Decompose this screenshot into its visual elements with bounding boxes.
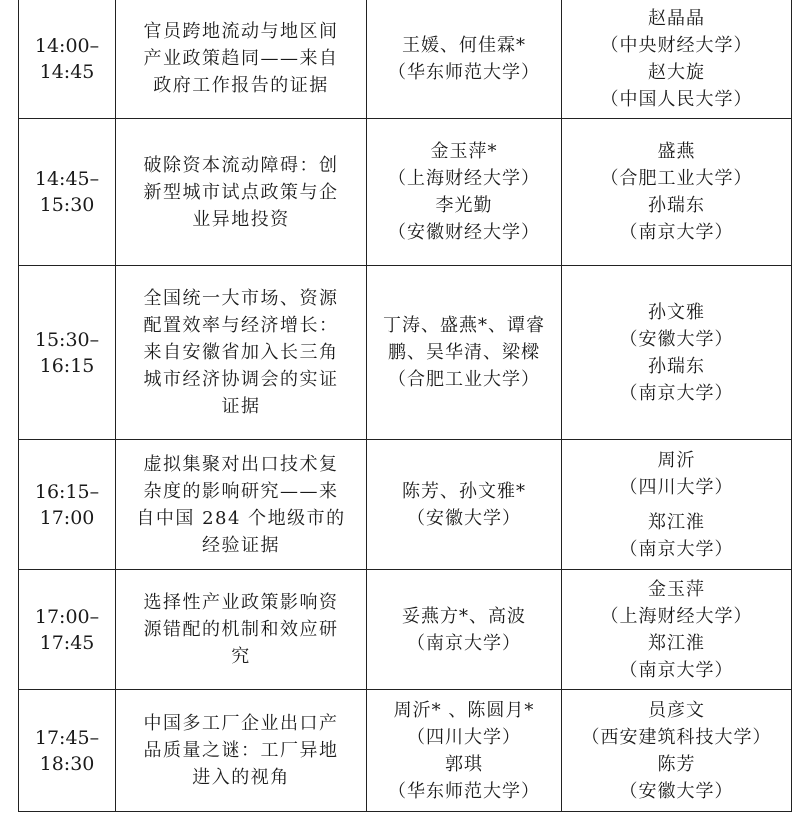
- discussant-line: （四川大学）: [619, 476, 734, 498]
- discussants-cell: [562, 690, 792, 812]
- paper-title-cell: [116, 570, 367, 690]
- paper-title-cell: [116, 0, 367, 119]
- author-line: 王媛、何佳霖*: [402, 34, 526, 56]
- time-end: 17:45: [39, 631, 95, 654]
- discussant-line: 陈芳: [657, 753, 696, 775]
- time-end: 16:15: [39, 354, 95, 377]
- paper-title-cell: [116, 266, 367, 440]
- discussant-line: （西安建筑科技大学）: [581, 726, 772, 748]
- discussant-line: （合肥工业大学）: [600, 168, 753, 189]
- session-row: [19, 0, 792, 119]
- discussant-line: （南京大学）: [619, 222, 734, 243]
- discussant-line: 员彦文: [648, 699, 705, 721]
- discussant-line: 周沂: [657, 449, 696, 471]
- paper-title-line: 杂度的影响研究——来: [143, 480, 339, 502]
- paper-title-line: 中国多工厂企业出口产: [143, 713, 339, 734]
- author-line: （合肥工业大学）: [388, 369, 540, 390]
- authors-cell: [367, 119, 562, 266]
- discussant-line: 郑江淮: [648, 511, 705, 533]
- time-cell: [19, 266, 116, 440]
- time-start: 16:15–: [34, 480, 100, 503]
- paper-title-line: 破除资本流动障碍：创: [143, 154, 339, 176]
- discussant-line: 赵晶晶: [648, 7, 705, 29]
- paper-title-line: 虚拟集聚对出口技术复: [143, 453, 339, 475]
- paper-title-line: 产业政策趋同——来自: [143, 48, 339, 69]
- discussant-line: （上海财经大学）: [600, 605, 753, 627]
- discussant-line: 孙瑞东: [648, 195, 705, 216]
- time-start: 14:45–: [34, 168, 100, 190]
- discussants-cell: [562, 0, 792, 119]
- time-start: 17:00–: [34, 605, 100, 628]
- discussant-line: 郑江淮: [648, 632, 705, 654]
- session-row: [19, 266, 792, 440]
- author-line: 金玉萍*: [430, 141, 498, 162]
- time-start: 15:30–: [34, 328, 100, 351]
- discussant-line: 金玉萍: [648, 578, 705, 600]
- paper-title-line: 政府工作报告的证据: [153, 75, 329, 96]
- paper-title-line: 源错配的机制和效应研: [143, 619, 339, 640]
- authors-cell: [367, 0, 562, 119]
- discussant-line: （南京大学）: [619, 659, 734, 681]
- author-line: （上海财经大学）: [388, 168, 540, 189]
- author-line: 周沂* 、陈圆月*: [393, 699, 535, 721]
- discussant-line: （南京大学）: [619, 382, 734, 404]
- paper-title-cell: [116, 690, 367, 812]
- discussant-line: （中央财经大学）: [600, 34, 753, 56]
- session-row: [19, 690, 792, 812]
- paper-title-line: 自中国 284 个地级市的: [136, 507, 346, 529]
- author-line: 郭琪: [445, 753, 483, 775]
- schedule-table: [18, 0, 792, 812]
- discussants-cell: [562, 440, 792, 570]
- paper-title-cell: [116, 119, 367, 266]
- paper-title-line: 品质量之谜：工厂异地: [143, 740, 339, 761]
- paper-title-line: 进入的视角: [192, 767, 290, 788]
- author-line: 妥燕方*、高波: [402, 605, 526, 627]
- discussant-line: 孙文雅: [648, 301, 705, 323]
- discussant-line: 孙瑞东: [648, 355, 705, 377]
- authors-cell: [367, 266, 562, 440]
- time-start: 14:00–: [34, 34, 100, 57]
- authors-cell: [367, 570, 562, 690]
- paper-title-line: 证据: [221, 396, 261, 417]
- author-line: 鹏、吴华清、梁樑: [388, 342, 540, 363]
- authors-cell: [367, 440, 562, 570]
- paper-title-line: 选择性产业政策影响资: [143, 592, 339, 613]
- paper-title-line: 经验证据: [202, 534, 280, 556]
- time-end: 15:30: [39, 194, 95, 216]
- discussants-cell: [562, 266, 792, 440]
- discussants-cell: [562, 570, 792, 690]
- paper-title-line: 全国统一大市场、资源: [143, 288, 339, 309]
- paper-title-line: 业异地投资: [192, 208, 290, 230]
- session-row: [19, 119, 792, 266]
- author-line: 丁涛、盛燕*、谭睿: [383, 315, 545, 336]
- time-cell: [19, 440, 116, 570]
- discussant-line: （安徽大学）: [619, 328, 734, 350]
- discussant-line: 盛燕: [657, 141, 696, 162]
- time-end: 17:00: [39, 506, 95, 529]
- author-line: （四川大学）: [407, 726, 521, 748]
- paper-title-line: 官员跨地流动与地区间: [143, 21, 339, 42]
- paper-title-line: 究: [231, 646, 251, 667]
- session-row: [19, 440, 792, 570]
- time-cell: [19, 570, 116, 690]
- session-row: [19, 570, 792, 690]
- paper-title-line: 城市经济协调会的实证: [143, 369, 339, 390]
- time-end: 14:45: [39, 60, 95, 83]
- paper-title-line: 配置效率与经济增长：: [143, 315, 339, 336]
- author-line: （南京大学）: [407, 632, 521, 654]
- author-line: （安徽大学）: [407, 507, 521, 529]
- authors-cell: [367, 690, 562, 812]
- author-line: （华东师范大学）: [388, 61, 540, 83]
- discussant-line: （中国人民大学）: [600, 88, 753, 110]
- discussants-cell: [562, 119, 792, 266]
- time-start: 17:45–: [34, 726, 100, 749]
- author-line: 陈芳、孙文雅*: [402, 480, 526, 502]
- discussant-line: （南京大学）: [619, 538, 734, 560]
- discussant-line: （安徽大学）: [619, 780, 734, 802]
- time-cell: [19, 0, 116, 119]
- paper-title-line: 来自安徽省加入长三角: [143, 342, 339, 363]
- author-line: （安徽财经大学）: [388, 222, 540, 243]
- author-line: 李光勤: [435, 195, 493, 216]
- discussant-line: 赵大旋: [648, 61, 705, 83]
- time-end: 18:30: [39, 752, 95, 775]
- paper-title-cell: [116, 440, 367, 570]
- author-line: （华东师范大学）: [388, 780, 540, 802]
- time-cell: [19, 690, 116, 812]
- time-cell: [19, 119, 116, 266]
- paper-title-line: 新型城市试点政策与企: [143, 181, 339, 203]
